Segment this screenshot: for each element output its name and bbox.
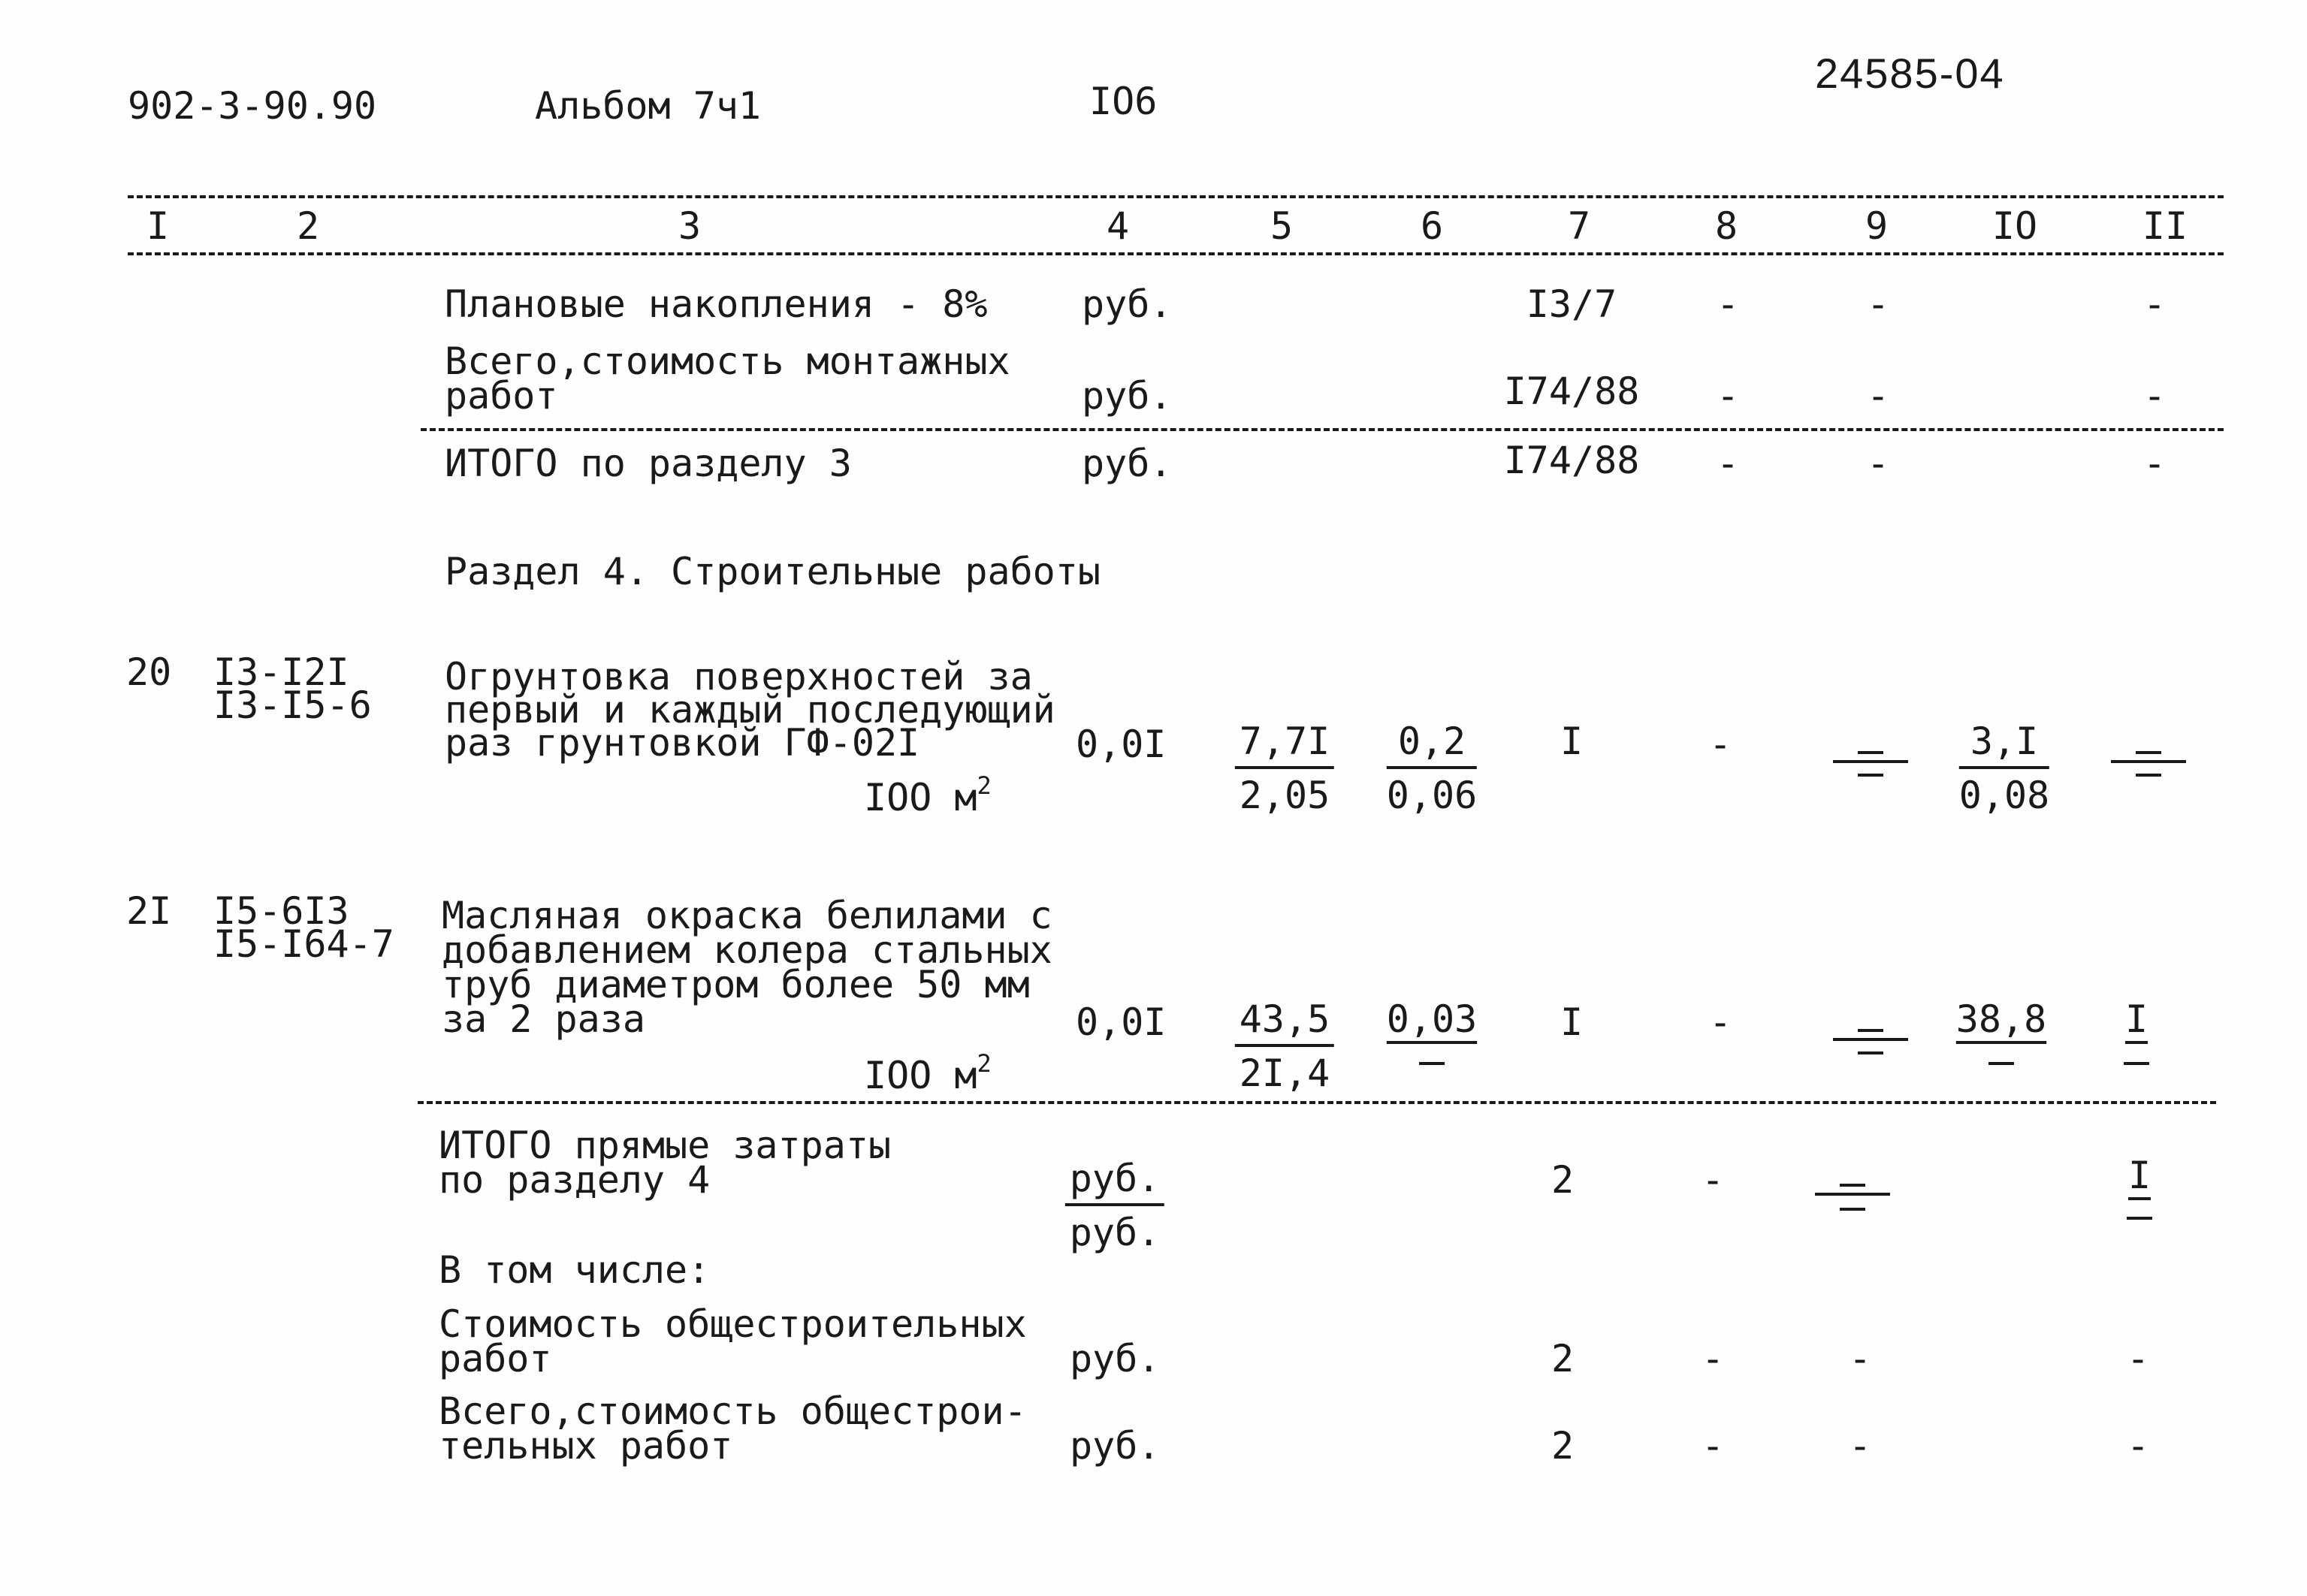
row-col11: - <box>2126 1424 2150 1468</box>
col9-dash-top <box>1858 1029 1883 1032</box>
header-bottom-rule <box>128 252 2224 255</box>
row-col8: - <box>1701 1158 1725 1202</box>
row-col7: I3/7 <box>1526 282 1617 326</box>
row-col11: - <box>2142 442 2167 485</box>
row-desc: ИТОГО по разделу 3 <box>445 442 852 485</box>
row-desc-line2: работ <box>439 1337 552 1380</box>
col-header-8: 8 <box>1714 204 1738 248</box>
col11-dash-bottom <box>2136 774 2161 777</box>
row-col9: - <box>1866 442 1890 485</box>
fraction-bottom: 0,06 <box>1386 774 1478 817</box>
row-unit-fraction <box>1065 1157 1164 1254</box>
row-col11-top: I <box>2124 997 2148 1041</box>
row-unit: руб. <box>1082 374 1173 418</box>
row-col9: - <box>1848 1424 1872 1468</box>
row-desc-line4: за 2 раза <box>442 997 645 1041</box>
row-col8: - <box>1708 723 1732 766</box>
row-desc-line2: тельных работ <box>439 1424 733 1468</box>
row-unit: руб. <box>1082 442 1173 485</box>
fraction-bottom: 2,05 <box>1239 774 1330 817</box>
row-desc-line2: добавлением колера стальных <box>442 928 1052 972</box>
row-col7: I74/88 <box>1503 439 1640 482</box>
col9-dash-top <box>1840 1184 1865 1187</box>
row-unit: руб. <box>1070 1337 1161 1380</box>
subtotal-rule <box>421 428 2224 431</box>
row-desc-line2: работ <box>445 374 558 418</box>
fraction-bottom: 2I,4 <box>1239 1051 1330 1095</box>
row-col9: - <box>1866 374 1890 418</box>
row-col7: 2 <box>1551 1337 1575 1380</box>
col11-fraction-bar <box>2111 760 2186 763</box>
row-col10-fraction <box>1958 720 2050 817</box>
row-desc-line2: по разделу 4 <box>439 1158 711 1202</box>
col6-dash-bottom <box>1419 1062 1445 1065</box>
row-desc-line1: Стоимость общестроительных <box>439 1302 1027 1346</box>
row-col5-fraction <box>1235 997 1334 1095</box>
row-col8: - <box>1701 1337 1725 1380</box>
col-header-11: II <box>2142 204 2188 248</box>
row-col7: I <box>1560 720 1584 763</box>
row-col11: - <box>2126 1337 2150 1380</box>
row-number: 2I <box>126 889 172 933</box>
row-desc: Плановые накопления - 8% <box>445 282 988 326</box>
col-header-7: 7 <box>1567 204 1591 248</box>
unit-superscript: 2 <box>977 1049 992 1078</box>
col-header-4: 4 <box>1106 204 1130 248</box>
row-unit-measure <box>864 771 992 819</box>
page-number: IO6 <box>1089 80 1158 123</box>
row-code-line1: I3-I2I <box>213 650 349 694</box>
row-col6-fraction <box>1386 720 1478 817</box>
unit-measure: IOO м <box>864 776 977 819</box>
row-number: 20 <box>126 650 172 694</box>
row-col11-top: I <box>2127 1154 2151 1197</box>
col9-fraction-bar <box>1815 1193 1890 1196</box>
row-desc-line3: раз грунтовкой ГФ-02I <box>445 721 920 765</box>
row-col5-fraction <box>1235 720 1334 817</box>
doc-code: 902-3-90.90 <box>128 84 377 128</box>
col-header-9: 9 <box>1865 204 1889 248</box>
col-header-3: 3 <box>678 204 702 248</box>
col9-dash-bottom <box>1858 774 1883 777</box>
row-desc-line1: Всего,стоимость общестрои- <box>439 1389 1027 1433</box>
unit-superscript: 2 <box>977 771 992 800</box>
fraction-top: 3,I <box>1959 723 2049 769</box>
col10-dash-bottom <box>1988 1062 2014 1065</box>
row-code-line1: I5-6I3 <box>213 889 349 933</box>
fraction-bottom: 0,08 <box>1958 774 2050 817</box>
row-unit-measure <box>864 1049 992 1097</box>
row-col8: - <box>1716 374 1740 418</box>
col9-dash-bottom <box>1858 1051 1883 1054</box>
row-col8: - <box>1716 282 1740 326</box>
fraction-top: 0,2 <box>1387 723 1477 769</box>
row-col7: I74/88 <box>1503 370 1640 413</box>
col-header-5: 5 <box>1270 204 1294 248</box>
row-code-line2: I5-I64-7 <box>213 922 394 966</box>
row-code-line2: I3-I5-6 <box>213 683 372 727</box>
col11-dash-bottom <box>2127 1217 2152 1220</box>
fraction-top: 7,7I <box>1235 723 1334 769</box>
col-header-2: 2 <box>296 204 320 248</box>
row-col4: 0,0I <box>1076 1000 1167 1044</box>
row-col4: 0,0I <box>1076 723 1167 766</box>
fraction-top: руб. <box>1065 1160 1164 1206</box>
col9-dash-bottom <box>1840 1208 1865 1211</box>
stamp-number: 24585-04 <box>1815 50 2005 97</box>
row-col6-top: 0,03 <box>1386 997 1478 1041</box>
row-desc-line2: первый и каждый последующий <box>445 688 1055 732</box>
unit-measure: IOO м <box>864 1054 977 1097</box>
total-rule <box>418 1101 2216 1104</box>
row-desc-line1: Масляная окраска белилами с <box>442 894 1052 937</box>
row-unit: руб. <box>1070 1424 1161 1468</box>
row-col8: - <box>1708 1000 1732 1044</box>
row-desc-line1: Всего,стоимость монтажных <box>445 339 1010 383</box>
row-col9: - <box>1866 282 1890 326</box>
including-label: В том числе: <box>439 1248 711 1292</box>
row-col7: I <box>1560 1000 1584 1044</box>
col9-fraction-bar <box>1833 1038 1908 1041</box>
col11-dash-top <box>2136 751 2161 754</box>
row-desc-line1: ИТОГО прямые затраты <box>439 1124 892 1167</box>
row-col7: 2 <box>1551 1424 1575 1468</box>
album-label: Альбом 7ч1 <box>535 84 762 128</box>
col11-dash-bottom <box>2124 1062 2149 1065</box>
fraction-top: 43,5 <box>1235 1000 1334 1047</box>
fraction-bottom: руб. <box>1069 1211 1161 1254</box>
row-col8: - <box>1701 1424 1725 1468</box>
row-col10-top: 38,8 <box>1955 997 2047 1041</box>
col9-dash-top <box>1858 751 1883 754</box>
row-col11: - <box>2142 282 2167 326</box>
row-col11: - <box>2142 374 2167 418</box>
col9-fraction-bar <box>1833 760 1908 763</box>
row-col8: - <box>1716 442 1740 485</box>
col-header-1: I <box>146 204 170 248</box>
col-header-10: IO <box>1991 204 2038 248</box>
row-desc-line1: Огрунтовка поверхностей за <box>445 655 1033 698</box>
section-title: Раздел 4. Строительные работы <box>445 550 1101 593</box>
row-unit: руб. <box>1082 282 1173 326</box>
row-col7: 2 <box>1551 1158 1575 1202</box>
header-top-rule <box>128 195 2224 198</box>
row-col9: - <box>1848 1337 1872 1380</box>
row-desc-line3: труб диаметром более 50 мм <box>442 963 1030 1006</box>
col-header-6: 6 <box>1420 204 1444 248</box>
